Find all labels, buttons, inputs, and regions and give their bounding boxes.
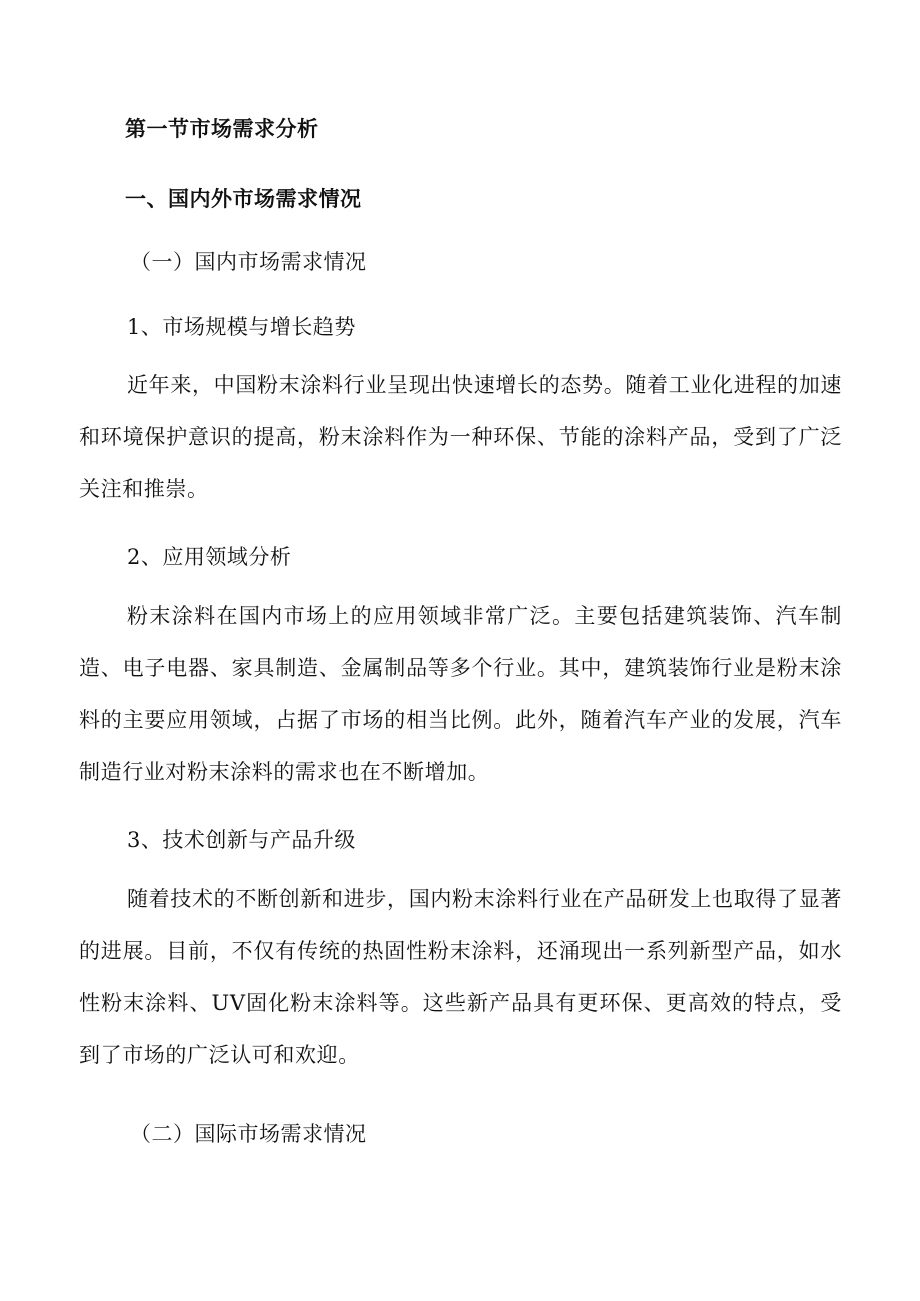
item-3-title: 3、技术创新与产品升级 — [127, 828, 356, 852]
subheading-international-demand: （二）国际市场需求情况 — [130, 1122, 367, 1146]
subheading-domestic-demand: （一）国内市场需求情况 — [130, 250, 367, 274]
item-3-paragraph: 随着技术的不断创新和进步，国内粉末涂料行业在产品研发上也取得了显著的进展。目前，不仅有传统的热固性粉末涂料，还涌现出一系列新型产品，如水性粉末涂料、UV固化粉末涂料等。这些新产品具有更环保、更高效的特点，受到了市场的广泛认可和欢迎。 — [79, 887, 842, 1067]
item-1-title: 1、市场规模与增长趋势 — [127, 315, 356, 339]
item-1-paragraph: 近年来，中国粉末涂料行业呈现出快速增长的态势。随着工业化进程的加速和环境保护意识的提高，粉末涂料作为一种环保、节能的涂料产品，受到了广泛关注和推崇。 — [79, 373, 842, 501]
item-2-title: 2、应用领域分析 — [127, 545, 292, 569]
heading-domestic-international-demand: 一、国内外市场需求情况 — [125, 186, 362, 211]
item-2-paragraph: 粉末涂料在国内市场上的应用领域非常广泛。主要包括建筑装饰、汽车制造、电子电器、家具制造、金属制品等多个行业。其中，建筑装饰行业是粉末涂料的主要应用领域，占据了市场的相当比例。此外，随着汽车产业的发展，汽车制造行业对粉末涂料的需求也在不断增加。 — [79, 604, 842, 784]
section-title: 第一节市场需求分析 — [125, 116, 319, 141]
